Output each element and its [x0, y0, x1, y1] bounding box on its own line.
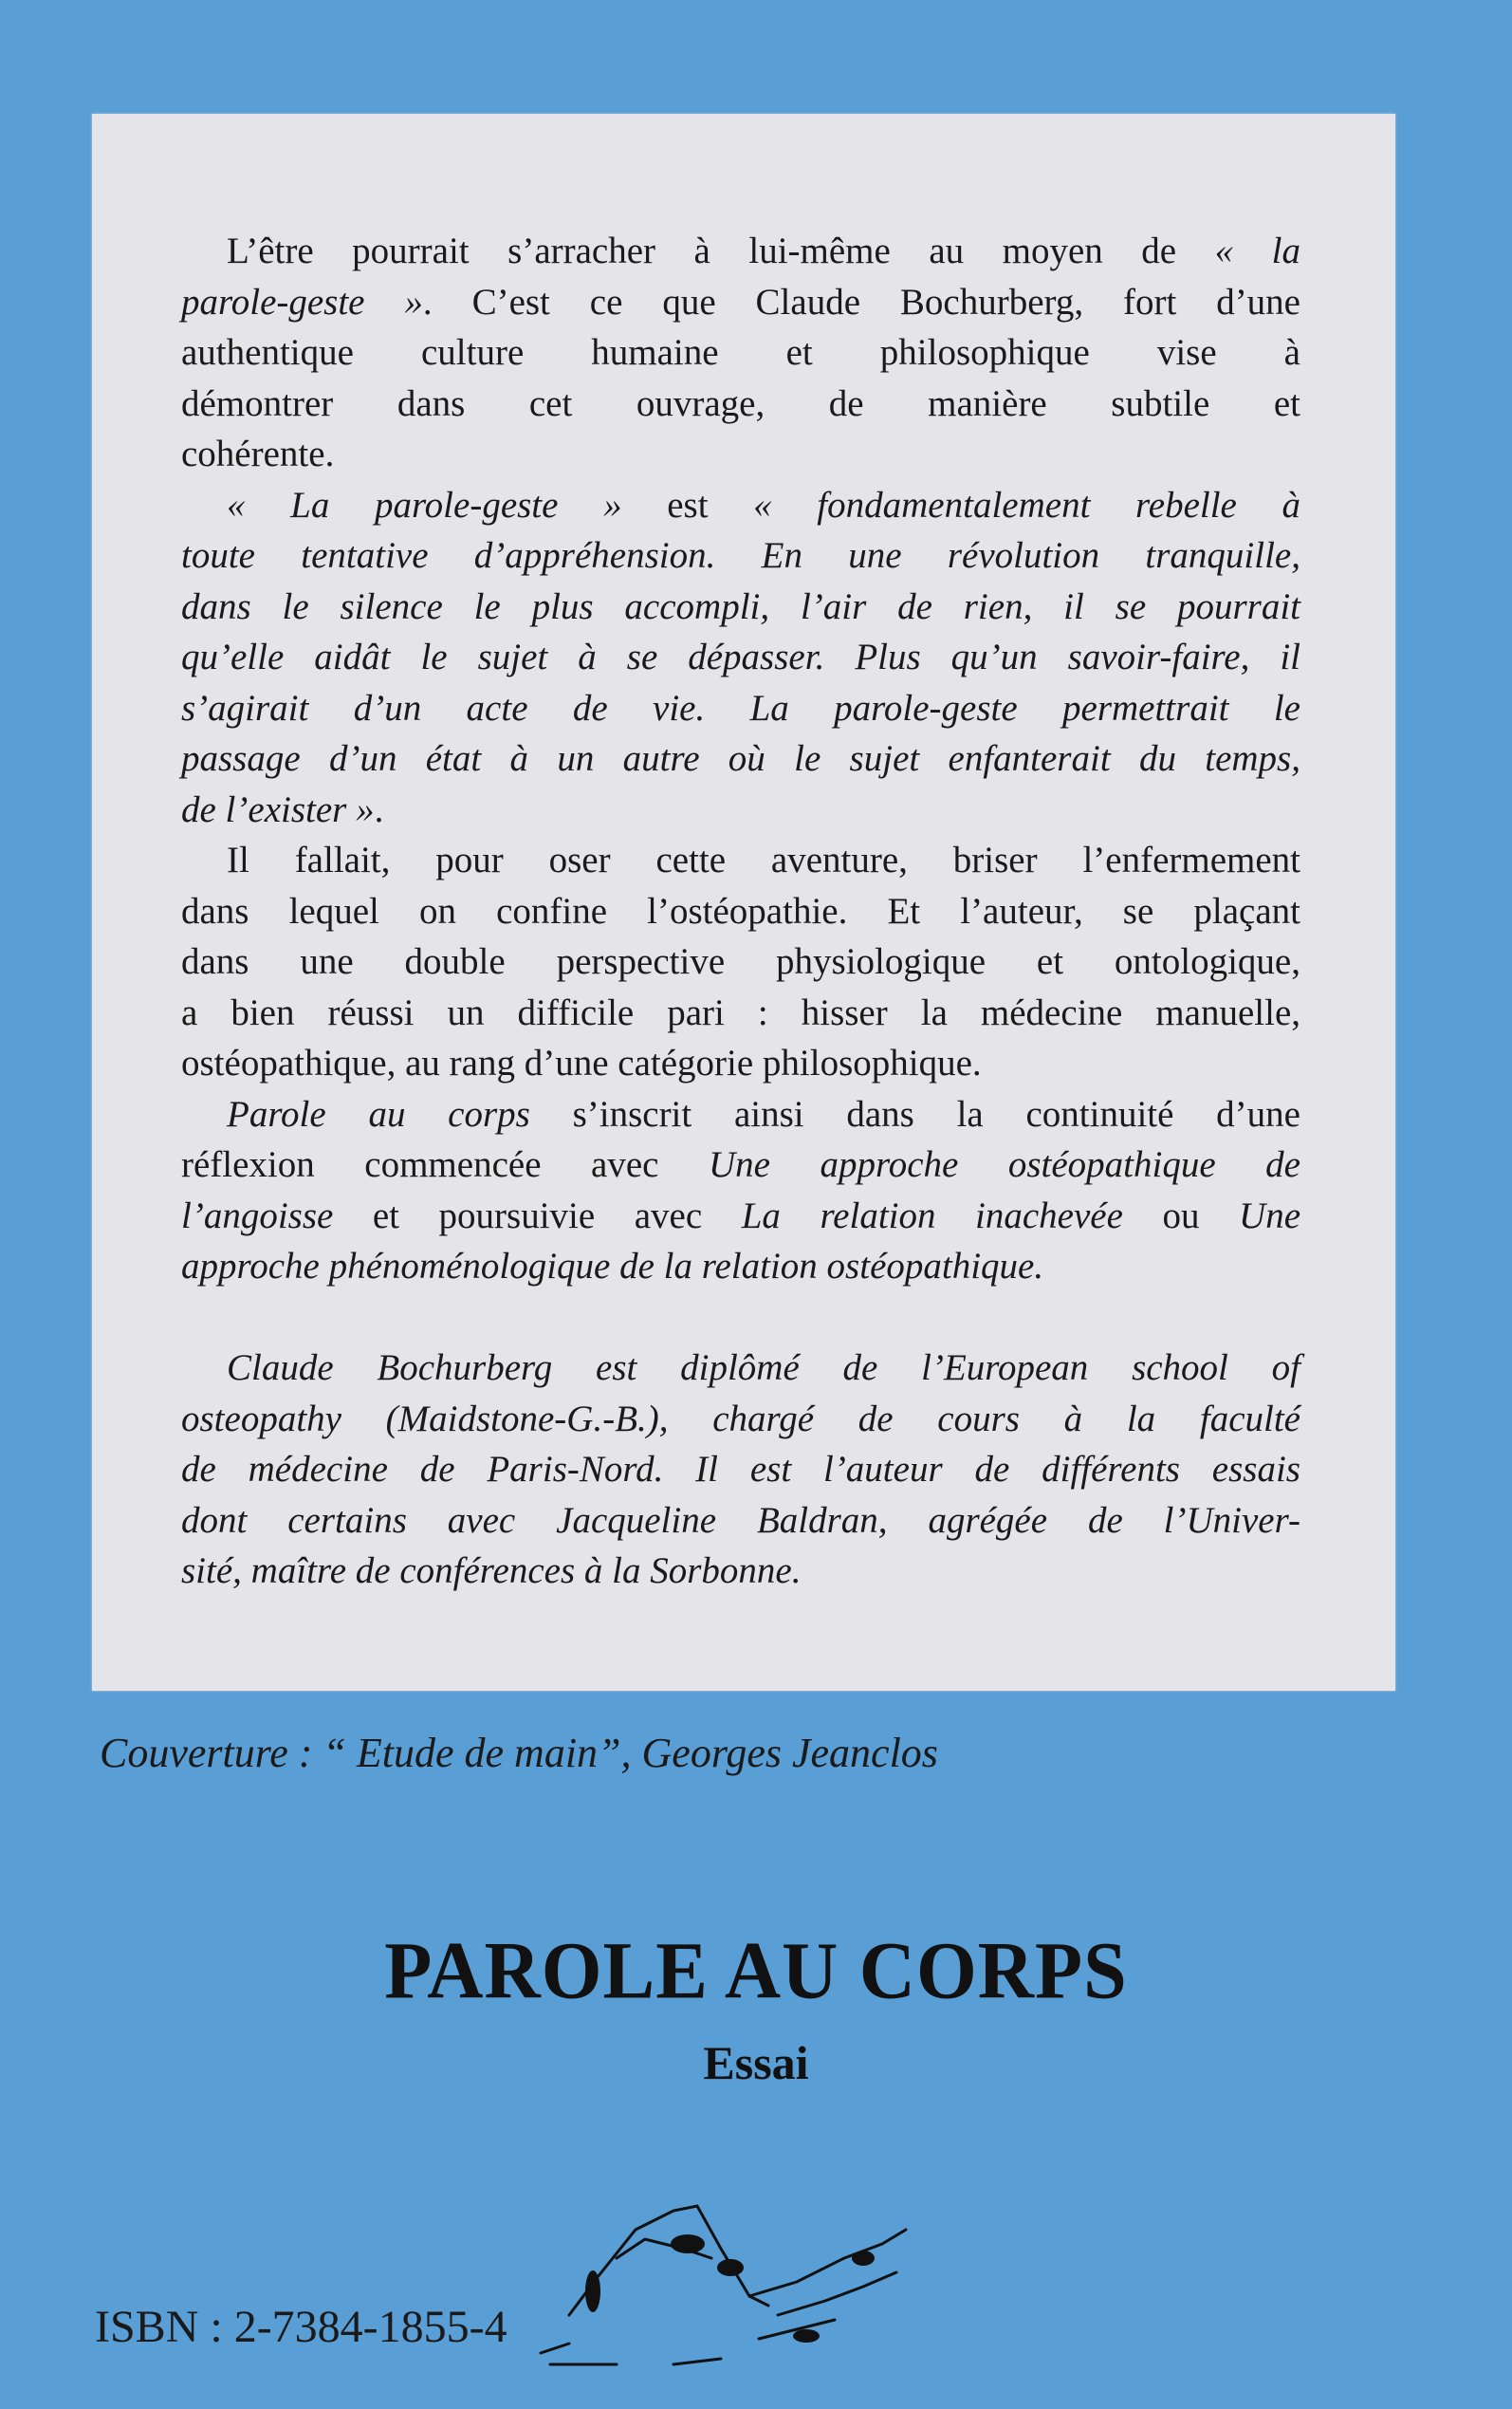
text-line [181, 785, 1300, 836]
text-line [181, 1191, 1300, 1242]
italic-text: Parole au corps [227, 1093, 530, 1135]
italic-text: osteopathy (Maidstone-G.-B.), chargé de cours à la faculté [181, 1398, 1300, 1439]
text-line [181, 429, 1300, 480]
italic-text: Une [1239, 1195, 1301, 1236]
text-run: réflexion commencée avec [181, 1144, 709, 1185]
italic-text: s’agirait d’un acte de vie. La parole-geste permettrait le [181, 687, 1300, 729]
text-line [181, 632, 1300, 683]
text-line [181, 530, 1300, 582]
text-line [181, 277, 1300, 328]
italic-text: approche phénoménologique de la relation ostéopathique. [181, 1246, 1044, 1287]
text-line [181, 1241, 1300, 1292]
book-title: PAROLE AU CORPS [384, 1924, 1128, 2016]
text-line [181, 1038, 1300, 1089]
text-run: authentique culture humaine et philosophique vise à [181, 332, 1300, 373]
text-line [181, 733, 1300, 785]
text-line [181, 1140, 1300, 1191]
text-run: L’être pourrait s’arracher à lui-même au moyen de [227, 231, 1215, 271]
text-run: dans lequel on confine l’ostéopathie. Et l’auteur, se plaçant [181, 890, 1300, 932]
text-line [181, 1444, 1300, 1495]
text-line [181, 1495, 1300, 1547]
italic-text: parole-geste » [181, 281, 423, 323]
italic-text: dont certains avec Jacqueline Baldran, agrégée de l’Univer- [181, 1499, 1300, 1541]
italic-text: Une approche ostéopathique de [708, 1144, 1300, 1185]
text-run: ou [1122, 1195, 1240, 1236]
text-run: démontrer dans cet ouvrage, de manière subtile et [181, 382, 1300, 424]
text-run: ostéopathique, au rang d’une catégorie philosophique. [181, 1043, 982, 1084]
text-line [181, 1546, 1300, 1597]
text-line [181, 1343, 1300, 1394]
hand-sketch-icon [531, 2116, 986, 2381]
italic-text: « La parole-geste » [227, 484, 622, 526]
text-run: Il fallait, pour oser cette aventure, briser l’enfermement [227, 840, 1300, 880]
text-line [181, 835, 1300, 886]
text-line [181, 1089, 1300, 1140]
text-run: . C’est ce que Claude Bochurberg, fort d’une [422, 281, 1300, 323]
text-line [181, 582, 1300, 633]
cover-credit: Couverture : “ Etude de main”, Georges Jeanclos [100, 1730, 938, 1776]
italic-text: sité, maître de conférences à la Sorbonne. [181, 1550, 802, 1591]
italic-text: toute tentative d’appréhension. En une révolution tranquille, [181, 535, 1300, 576]
italic-text: « la [1214, 231, 1300, 271]
blurb-text [181, 226, 1300, 1597]
text-run: dans une double perspective physiologique et ontologique, [181, 941, 1300, 982]
italic-text: Claude Bochurberg est diplômé de l’European school of [227, 1347, 1300, 1388]
text-run: . [374, 788, 384, 830]
text-run: a bien réussi un difficile pari : hisser la médecine manuelle, [181, 991, 1300, 1033]
text-line [181, 226, 1300, 277]
text-line [181, 988, 1300, 1039]
isbn: ISBN : 2-7384-1855-4 [95, 2302, 507, 2352]
text-line [181, 1394, 1300, 1445]
text-line [181, 480, 1300, 531]
text-line [181, 886, 1300, 937]
italic-text: de l’exister » [181, 788, 375, 830]
italic-text: qu’elle aidât le sujet à se dépasser. Plus qu’un savoir-faire, il [181, 637, 1300, 677]
italic-text: passage d’un état à un autre où le sujet enfanterait du temps, [181, 738, 1300, 779]
text-line [181, 327, 1300, 379]
italic-text: l’angoisse [181, 1195, 334, 1236]
text-run: cohérente. [181, 434, 335, 474]
text-run: et poursuivie avec [333, 1195, 742, 1236]
text-line [181, 936, 1300, 988]
italic-text: La relation inachevée [741, 1195, 1123, 1236]
italic-text: dans le silence le plus accompli, l’air de rien, il se pourrait [181, 585, 1300, 627]
text-line [181, 379, 1300, 430]
paragraph-spacer [181, 1292, 1300, 1343]
text-run: est [621, 484, 754, 526]
italic-text: « fondamentalement rebelle à [753, 484, 1300, 526]
italic-text: de médecine de Paris-Nord. Il est l’auteur de différents essais [181, 1449, 1300, 1490]
text-line [181, 683, 1300, 734]
book-genre: Essai [703, 2036, 809, 2089]
text-run: s’inscrit ainsi dans la continuité d’une [529, 1093, 1300, 1135]
